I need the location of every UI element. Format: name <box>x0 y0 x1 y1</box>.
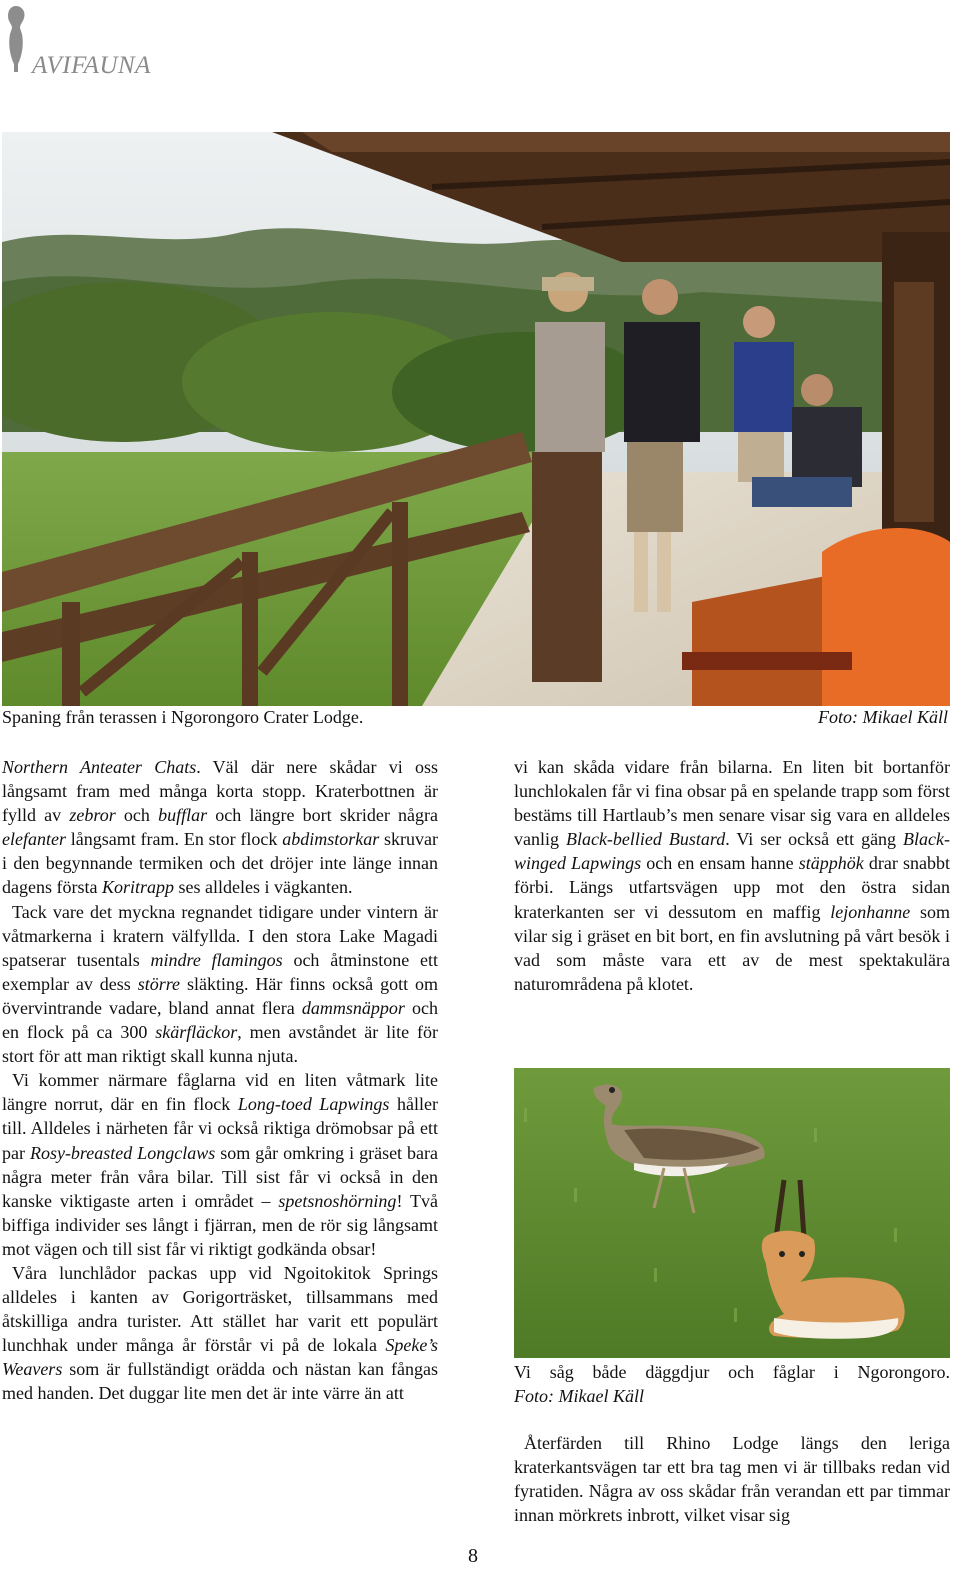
paragraph-3: Vi kommer närmare fåglarna vid en liten våtmark lite längre norrut, där en fin flock Long-toed Lapwings håller till. Alldeles i närheten får vi också riktiga drömobsar på ett par Rosy-breasted Longclaws som går omkring i gräset bara några meter från våra bilar. Till sist får vi också in den kanske viktigaste arten i området – spetsnoshörning! Två biffiga individer ses långt i fjärran, men de rör sig långsamt mot vägen och till sist får vi riktigt godkända obsar! <box>2 1070 439 1259</box>
right-column-bottom <box>514 1431 950 1527</box>
logo-text: AVIFAUNA <box>32 52 151 79</box>
avifauna-logo <box>2 4 172 79</box>
photo2-credit: Foto: Mikael Käll <box>514 1386 644 1406</box>
paragraph-1: Northern Anteater Chats. Väl där nere skådar vi oss långsamt fram med många korta stopp. Kraterbottnen är fylld av zebror och bufflar och längre bort skrider några elefanter långsamt fram. En stor flock abdimstorkar skruvar i den begynnande termiken och det dröjer inte länge innan dagens första Koritrapp ses alldeles i vägkanten. <box>2 757 438 898</box>
terrace-photo <box>2 132 950 706</box>
bustard-gazelle-photo <box>514 1068 950 1358</box>
page-number: 8 <box>468 1545 478 1567</box>
paragraph-6: Återfärden till Rhino Lodge längs den leriga kraterkantsvägen tar ett bra tag men vi är tillbaks redan vid fyratiden. Några av oss skådar från verandan ett par timmar innan mörkrets inbrott, vilket visar sig <box>514 1433 950 1526</box>
photo2-caption: Vi såg både däggdjur och fåglar i Ngorongoro. <box>514 1362 950 1382</box>
paragraph-2: Tack vare det myckna regnandet tidigare under vintern är våtmarkerna i kratern välfyllda. I den stora Lake Magadi spatserar tusentals mindre flamingos och åtminstone ett exemplar av dess större släkting. Här finns också gott om övervintrande vadare, bland annat flera dammsnäppor och en flock på ca 300 skärfläckor, men avståndet är lite för stort för att man riktigt skall kunna njuta. <box>2 901 439 1067</box>
paragraph-4: Våra lunchlådor packas upp vid Ngoitokitok Springs alldeles i kanten av Gorigorträsket, tillsammans med åtskilliga andra turister. Att stället har varit ett populärt lunchhak under många år förstår vi på de lokala Speke’s Weavers som är fullständigt orädda och nästan kan fångas med handen. Det duggar lite men det är inte värre än att <box>2 1262 438 1404</box>
paragraph-5: vi kan skåda vidare från bilarna. En liten bit bortanför lunchlokalen får vi fina obsar på en spelande trapp som först bestäms till Hartlaub’s men senare visar sig vara en alldeles vanlig Black-bellied Bustard. Vi ser också ett gäng Black-winged Lapwings och en ensam hanne stäpphök drar snabbt förbi. Längs utfartsvägen upp mot den östra sidan kraterkanten ser vi dessutom en maffig lejonhanne som vilar sig i gräset en bit bort, en fin avslutning på vårt besök i vad som måste vara ett av de mest spektakulära naturområdena på klotet. <box>514 757 950 994</box>
bird-silhouette-icon <box>2 4 32 74</box>
photo1-caption: Spaning från terassen i Ngorongoro Crater Lodge. <box>2 707 364 727</box>
left-column <box>2 755 438 1406</box>
right-column-top <box>514 755 950 996</box>
photo2-caption-block <box>514 1360 950 1408</box>
photo1-credit: Foto: Mikael Käll <box>818 707 948 727</box>
